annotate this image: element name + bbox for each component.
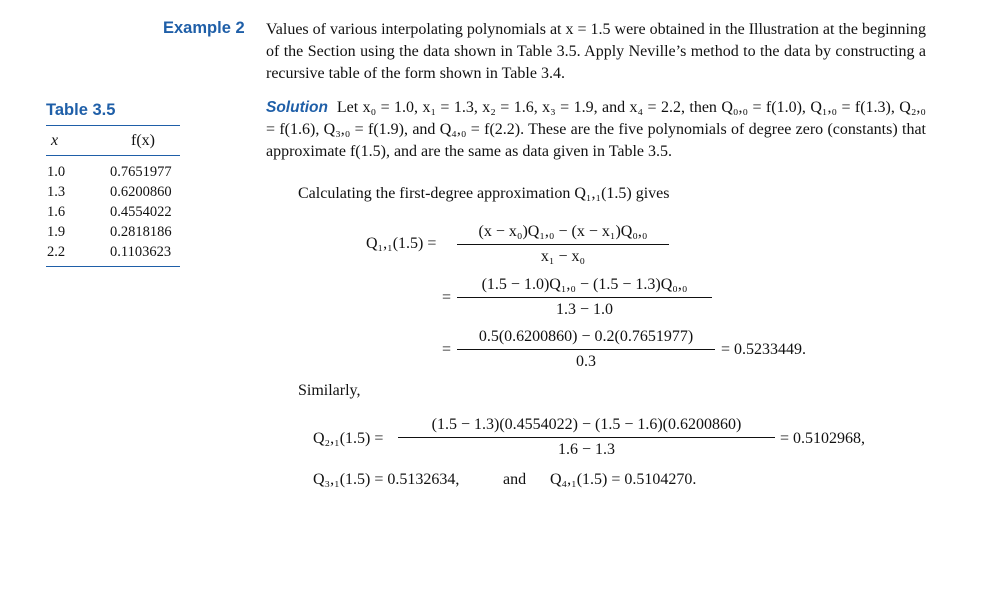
table-header-rule: [46, 155, 180, 156]
fraction-bar: [457, 244, 669, 245]
fraction-substituted-denominator: 1.3 − 1.0: [555, 301, 614, 318]
fraction-bar: [398, 437, 775, 438]
table-cell-x: 2.2: [47, 244, 66, 260]
solution-label: Solution: [266, 99, 328, 116]
table-header-x: x: [51, 132, 59, 149]
table-header-fx: f(x): [131, 132, 155, 149]
similarly-text: Similarly,: [298, 382, 361, 399]
table-cell-x: 1.0: [47, 164, 66, 180]
and-word: and: [503, 471, 527, 488]
q11-result: = 0.5233449.: [721, 341, 807, 358]
q11-lhs: Q₁,₁(1.5) =: [366, 235, 437, 252]
equals-sign: =: [442, 289, 452, 306]
fraction-q21-numerator: (1.5 − 1.3)(0.4554022) − (1.5 − 1.6)(0.6200860): [431, 416, 742, 433]
example-text: Values of various interpolating polynomials at x = 1.5 were obtained in the Illustration at the beginning of the Section using the data shown in Table 3.5. Apply Neville’s method to the data by constructing a recursive table of the form shown in Table 3.4.: [266, 21, 926, 82]
table-cell-f: 0.2818186: [110, 224, 172, 240]
table-cell-f: 0.6200860: [110, 184, 172, 200]
q21-lhs: Q₂,₁(1.5) =: [313, 430, 384, 447]
table-cell-x: 1.9: [47, 224, 66, 240]
fraction-numeric-numerator: 0.5(0.6200860) − 0.2(0.7651977): [478, 328, 694, 345]
solution-text: Let x₀ = 1.0, x₁ = 1.3, x₂ = 1.6, x₃ = 1.9, and x₄ = 2.2, then Q₀,₀ = f(1.0), Q₁,₀ = f(1.3), Q₂,₀ = f(1.6), Q₃,₀ = f(1.9), and Q₄,₀ = f(2.2). These are the five polynomials of degree zero (constants) that approximate f(1.5), and are the same as data given in Table 3.5.: [266, 99, 927, 160]
table-top-rule: [46, 125, 180, 126]
table-bottom-rule: [46, 266, 180, 267]
fraction-q21-denominator: 1.6 − 1.3: [557, 441, 616, 458]
fraction-substituted: [457, 276, 712, 319]
q31-equation: Q₃,₁(1.5) = 0.5132634,: [313, 471, 460, 488]
table-cell-x: 1.3: [47, 184, 66, 200]
table-title: Table 3.5: [46, 101, 116, 119]
fraction-bar: [457, 349, 715, 350]
example-label: Example 2: [163, 19, 245, 37]
solution-paragraph: [266, 97, 926, 163]
q41-equation: Q₄,₁(1.5) = 0.5104270.: [550, 471, 697, 488]
fraction-substituted-numerator: (1.5 − 1.0)Q₁,₀ − (1.5 − 1.3)Q₀,₀: [481, 276, 688, 293]
table-cell-f: 0.1103623: [110, 244, 172, 260]
fraction-bar: [457, 297, 712, 298]
table-cell-x: 1.6: [47, 204, 66, 220]
fraction-general-numerator: (x − x₀)Q₁,₀ − (x − x₁)Q₀,₀: [478, 223, 648, 240]
equals-sign: =: [442, 341, 452, 358]
table-x-column: [47, 162, 65, 262]
fraction-general-denominator: x₁ − x₀: [540, 248, 586, 265]
table-cell-f: 0.4554022: [110, 204, 172, 220]
q21-result: = 0.5102968,: [780, 430, 866, 447]
calc-intro: Calculating the first-degree approximation Q₁,₁(1.5) gives: [298, 185, 670, 202]
table-cell-f: 0.7651977: [110, 164, 172, 180]
fraction-q21: [398, 416, 775, 459]
fraction-numeric: [457, 328, 715, 371]
table-f-column: [110, 162, 172, 262]
fraction-general: [457, 223, 669, 266]
fraction-numeric-denominator: 0.3: [576, 353, 596, 370]
